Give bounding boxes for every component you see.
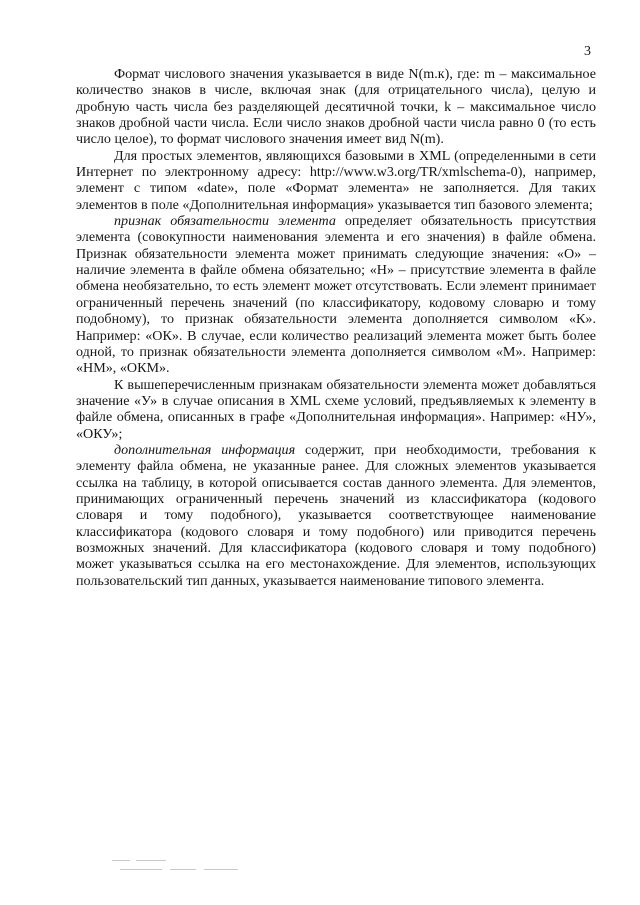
body-text bbox=[76, 66, 596, 589]
term-additional-info: дополнительная информация bbox=[114, 441, 296, 458]
paragraph-numeric-format bbox=[76, 66, 596, 148]
paragraph-text: Для простых элементов, являющихся базовыми в XML (определенными в сети Интернет по электронному адресу: http://www.w3.org/TR/xmlschema-0), например, элемент с типом «date», поле «Формат элемента» не заполняется. Для таких элементов в поле «Дополнительная информация» указывается тип базового элемента; bbox=[76, 147, 596, 213]
paragraph-simple-elements bbox=[76, 148, 596, 213]
term-mandatory-flag: признак обязательности элемента bbox=[114, 213, 336, 230]
paragraph-text: К вышеперечисленным признакам обязательности элемента может добавляться значение «У» в случае описания в XML схеме условий, предъявляемых к элементу в файле обмена, описанных в графе «Дополнительная информация». Например: «НУ», «ОКУ»; bbox=[76, 376, 596, 442]
paragraph-condition-flag bbox=[76, 377, 596, 442]
paragraph-text: содержит, при необходимости, требования к элементу файла обмена, не указанные ранее. Для сложных элементов указывается ссылка на таблицу, в которой описывается состав данного элемента. Для элементов, принимающих ограниченный перечень значений из классификатора (кодового словаря и тому подобного), указывается соответствующее наименование классификатора (кодового словаря и тому подобного) или приводится перечень возможных значений. Для классификатора (кодового словаря и тому подобного) может указываться ссылка на его местонахождение. Для элементов, использующих пользовательский тип данных, указывается наименование типового элемента. bbox=[76, 441, 596, 589]
scan-artifact-marks bbox=[112, 857, 262, 877]
paragraph-mandatory-flag bbox=[76, 213, 596, 376]
paragraph-additional-info bbox=[76, 442, 596, 589]
paragraph-text: определяет обязательность присутствия элемента (совокупности наименования элемента и его значения) в файле обмена. Признак обязательности элемента может принимать следующие значения: «О» – наличие элемента в файле обмена обязательно; «Н» – присутствие элемента в файле обмена необязательно, то есть элемент может отсутствовать. Если элемент принимает ограниченный перечень значений (по классификатору, кодовому словарю и тому подобному), то признак обязательности элемента дополняется символом «К». Например: «ОК». В случае, если количество реализаций элемента может быть более одной, то признак обязательности элемента дополняется символом «М». Например: «НМ», «ОКМ». bbox=[76, 213, 596, 377]
paragraph-text: Формат числового значения указывается в виде N(m.к), где: m – максимальное количество знаков в числе, включая знак (для отрицательного числа), целую и дробную часть числа без разделяющей десятичной точки, k – максимальное число знаков дробной части числа. Если число знаков дробной части числа равно 0 (то есть число целое), то формат числового значения имеет вид N(m). bbox=[76, 66, 596, 148]
page-number: 3 bbox=[584, 44, 591, 59]
